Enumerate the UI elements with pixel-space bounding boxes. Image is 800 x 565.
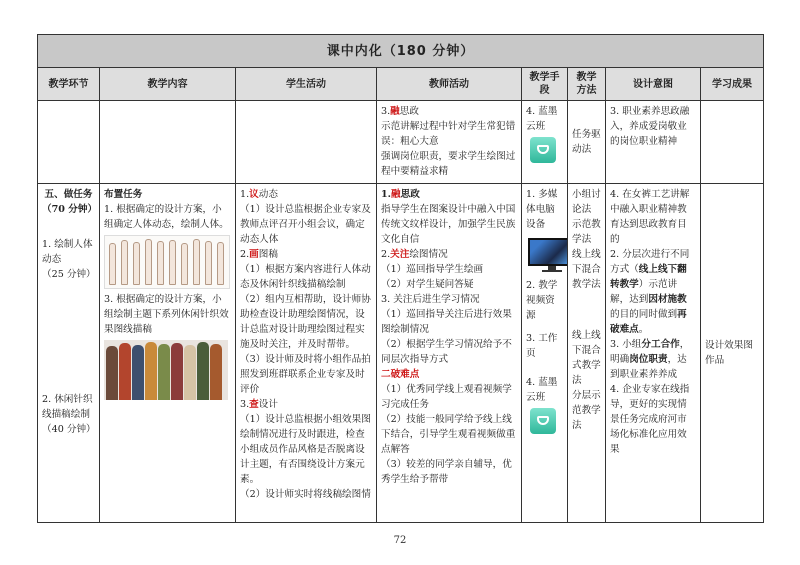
cell-intent: 4. 在女裤工艺讲解中融入职业精神教育达到思政教育目的 2. 分层次进行不同方式（线上线下翻转教学）示范讲解，达到因材施教的目的同时做到再破难点。 3. 小组分工合作，明确岗位职责，达到职业素养养成 4. 企业专家在线指导，更好的实现情景任务完成府河市场化标准化应用效果	[606, 184, 701, 523]
cloud-class-app-icon	[530, 408, 556, 434]
cell-content	[100, 101, 236, 184]
header-means: 教学手段	[522, 68, 568, 101]
cell-student	[236, 101, 377, 184]
cell-stage	[38, 101, 100, 184]
table-row	[38, 184, 764, 523]
cell-student: 1.议动态 （1）设计总监根据企业专家及教师点评召开小组会议，确定动态人体 2.画图稿 （1）根据方案内容进行人体动态及休闲针织线描稿绘制 （2）组内互相帮助，设计师协助检查设计助理绘图情况，设计总监对设计助理绘图过程实施及时关注，并及时帮带。 （3）设计师及时将小组作品拍照发到班群联系企业专家及时评价 3.查设计 （1）设计总监根据小组效果图绘制情况进行及时跟进，检查小组成员作品风格是否脱离设计主题，有否围绕设计方案元素。 （2）设计师实时将线稿绘图情	[236, 184, 377, 523]
header-outcome: 学习成果	[701, 68, 764, 101]
figure-sketch-image	[104, 235, 230, 289]
cell-teacher: 1.融思政 指导学生在图案设计中融入中国传统文纹样设计，加强学生民族文化自信 2.关注绘图情况 （1）巡回指导学生绘画 （2）对学生疑问答疑 3. 关注后进生学习情况 （1）巡回指导关注后进行效果图绘制情况 （2）根据学生学习情况给予不同层次指导方式 二破难点 （1）优秀同学线上观看视频学习完成任务 （2）技能一般同学给予线上线下结合，引导学生观看视频做重点解答 （3）较差的同学亲自辅导，优秀学生给予帮带	[377, 184, 522, 523]
header-student: 学生活动	[236, 68, 377, 101]
header-intent: 设计意图	[606, 68, 701, 101]
page-number: 72	[393, 535, 407, 546]
cell-outcome: 设计效果图作品	[701, 184, 764, 523]
monitor-icon	[528, 238, 568, 272]
lesson-plan-table	[37, 34, 764, 523]
cell-method: 任务驱动法	[568, 101, 606, 184]
cloud-class-app-icon	[530, 137, 556, 163]
table-title: 课中内化（180 分钟）	[38, 35, 764, 68]
header-teacher: 教师活动	[377, 68, 522, 101]
lesson-plan-page	[37, 34, 763, 523]
cell-method: 小组讨论法 示范教学法 线上线下混合教学法 线上线下混合式教学法 分层示范教学法	[568, 184, 606, 523]
table-row	[38, 101, 764, 184]
cell-means: 4. 蓝墨云班	[522, 101, 568, 184]
cell-content: 布置任务 1. 根据确定的设计方案，小组确定人体动态，绘制人体。 3. 根据确定的设计方案，小组绘制主题下系列休闲针织效果图线描稿	[100, 184, 236, 523]
header-method: 教学方法	[568, 68, 606, 101]
cell-outcome	[701, 101, 764, 184]
cell-intent: 3. 职业素养思政融入，养成爱岗敬业的岗位职业精神	[606, 101, 701, 184]
knitwear-rendering-image	[104, 340, 228, 400]
cell-means: 1. 多媒体电脑设备 2. 教学视频资源 3. 工作页 4. 蓝墨云班	[522, 184, 568, 523]
header-stage: 教学环节	[38, 68, 100, 101]
cell-teacher: 3.融思政 示范讲解过程中针对学生常犯错误：粗心大意 强调岗位职责，要求学生绘图过程中要精益求精	[377, 101, 522, 184]
header-content: 教学内容	[100, 68, 236, 101]
cell-stage: 五、做任务 （70 分钟） 1. 绘制人体动态 （25 分钟） 2. 休闲针织线描稿绘制 （40 分钟）	[38, 184, 100, 523]
